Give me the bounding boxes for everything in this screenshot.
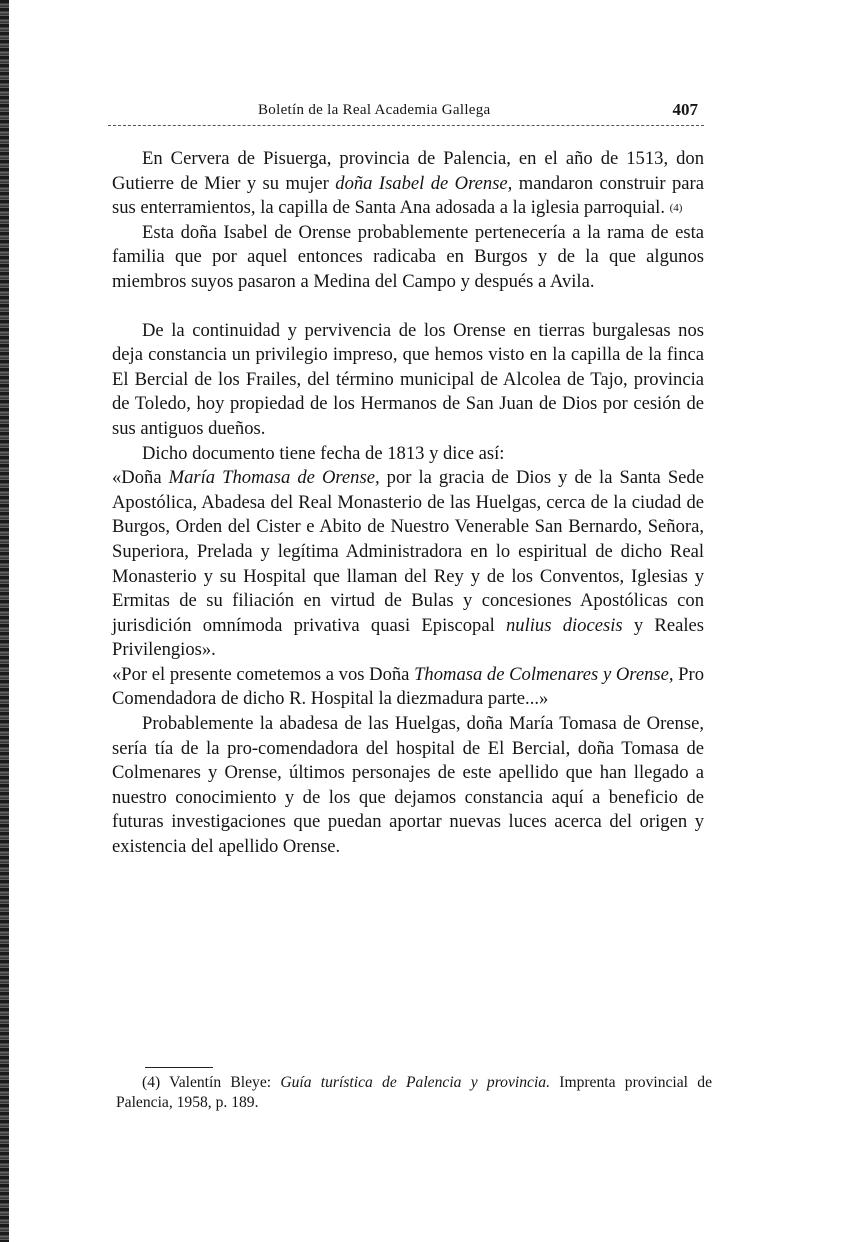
quotation-2	[112, 663, 704, 712]
paragraph-5: Probablemente la abadesa de las Huelgas, doña María Tomasa de Orense, sería tía de la pro-comendadora del hospital de El Bercial, doña Tomasa de Colmenares y Orense, últimos personajes de este apellido que han llegado a nuestro conocimiento y de los que dejamos constancia aquí a beneficio de futuras investigaciones que puedan aportar nuevas luces acerca del origen y existencia del apellido Orense.	[112, 713, 704, 858]
footnote-text	[116, 1073, 712, 1113]
footnote-italic: Guía turística de Palencia y provincia.	[280, 1074, 550, 1091]
quotation-1-text-c: y Reales Privilengios».	[112, 614, 704, 661]
quotation-1-text-b: por la gracia de Dios y de la Santa Sede Apostólica, Abadesa del Real Monasterio de las Huelgas, cerca de la ciudad de Burgos, Orden del Cister e Abito de Nuestro Venerable San Bernardo, Señora, Superiora, Prelada y legítima Administradora en lo espiritual de dicho Real Monasterio y su Hospital que llaman del Rey y de los Conventos, Iglesias y Ermitas de su filiación en virtud de Bulas y concesiones Apostólicas con jurisdición omnímoda privativa quasi Episcopal	[112, 467, 704, 636]
body-text	[112, 147, 704, 860]
quotation-2-text-a: «Por el presente cometemos a vos Doña	[112, 663, 415, 685]
quotation-1-text-a: «Doña	[112, 467, 169, 489]
paragraph-3: De la continuidad y pervivencia de los Orense en tierras burgalesas nos deja constancia un privilegio impreso, que hemos visto en la capilla de la finca El Bercial de los Frailes, del término municipal de Alcolea de Tajo, provincia de Toledo, hoy propiedad de los Hermanos de San Juan de Dios por cesión de sus antiguos dueños.	[112, 319, 704, 439]
paragraph-1	[112, 147, 704, 221]
header-rule	[108, 125, 704, 126]
page-number: 407	[672, 100, 698, 119]
footnote-number: (4)	[142, 1074, 161, 1091]
quotation-1-italic-b: nulius diocesis	[506, 614, 623, 636]
page-header	[108, 100, 704, 126]
quotation-2-italic: Thomasa de Colmenares y Orense,	[414, 663, 674, 685]
footnote-text-b: Imprenta provincial de Palencia, 1958, p. 189.	[116, 1074, 712, 1111]
footnote-rule	[145, 1067, 213, 1068]
paragraph-gap	[112, 295, 704, 319]
quotation-2-text-b: Pro Comendadora de dicho R. Hospital la diezmadura parte...»	[112, 663, 704, 710]
footnote	[116, 1073, 712, 1113]
quotation-1	[112, 466, 704, 663]
page-binding-edge	[0, 0, 9, 1242]
footnote-text-a: Valentín Bleye:	[160, 1074, 281, 1091]
paragraph-1-italic: doña Isabel de Orense,	[335, 172, 513, 194]
footnote-reference: (4)	[669, 202, 683, 215]
running-title: Boletín de la Real Academia Gallega	[258, 102, 491, 118]
paragraph-4: Dicho documento tiene fecha de 1813 y dice así:	[142, 442, 505, 464]
paragraph-1-text-b: mandaron construir para sus enterramientos, la capilla de Santa Ana adosada a la iglesia parroquial.	[112, 172, 704, 219]
paragraph-1-text-a: En Cervera de Pisuerga, provincia de Palencia, en el año de 1513, don Gutierre de Mier y su mujer	[112, 148, 704, 194]
quotation-1-italic-a: María Thomasa de Orense,	[168, 467, 380, 489]
paragraph-2: Esta doña Isabel de Orense probablemente pertenecería a la rama de esta familia que por aquel entonces radicaba en Burgos y de la que algunos miembros suyos pasaron a Medina del Campo y después a Avila.	[112, 221, 704, 292]
